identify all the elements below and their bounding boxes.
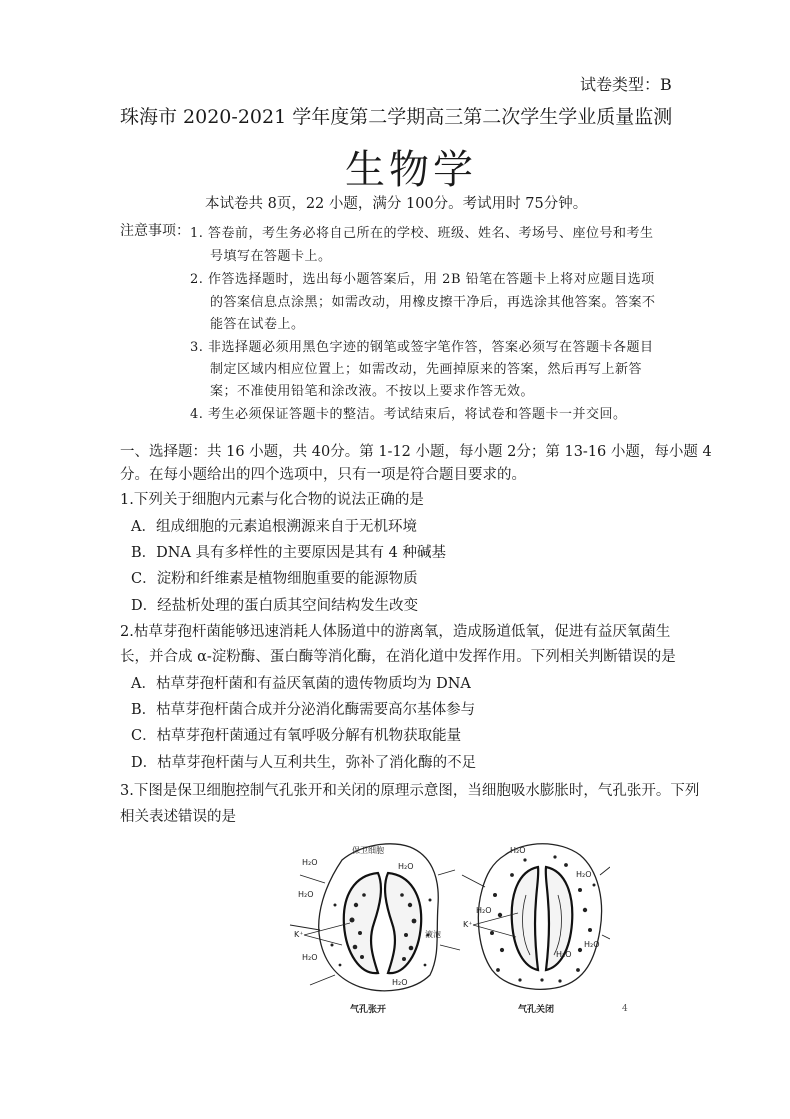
water-label: H₂O (398, 862, 414, 871)
question-1-option-d: D．经盐析处理的蛋白质其空间结构发生改变 (131, 598, 419, 614)
stomata-diagram (280, 835, 610, 1020)
notice-line: 2. 作答选择题时，选出每小题答案后，用 2B 铅笔在答题卡上将对应题目选项 (190, 272, 655, 287)
notice-line: 案；不准使用铅笔和涂改液。不按以上要求作答无效。 (210, 384, 535, 399)
water-label: H₂O (302, 858, 318, 867)
stoma-open-caption: 气孔张开 (350, 1005, 387, 1015)
question-2-option-b: B．枯草芽孢杆菌合成并分泌消化酶需要高尔基体参与 (131, 702, 476, 718)
question-1-stem: 1.下列关于细胞内元素与化合物的说法正确的是 (120, 492, 424, 508)
guard-cell-label: 保卫细胞 (352, 846, 384, 855)
notice-line: 号填写在答题卡上。 (210, 249, 332, 264)
water-label: H₂O (576, 870, 592, 879)
water-label: H₂O (392, 978, 408, 987)
water-label: H₂O (476, 906, 492, 915)
paper-type: 试卷类型：B (580, 75, 672, 94)
question-1-option-a: A．组成细胞的元素追根溯源来自于无机环境 (131, 519, 417, 535)
potassium-label: K⁺ (294, 930, 304, 939)
question-3-stem: 相关表述错误的是 (120, 809, 236, 825)
notice-label: 注意事项： (120, 223, 190, 239)
water-label: H₂O (302, 953, 318, 962)
exam-header: 珠海市 2020-2021 学年度第二学期高三第二次学生学业质量监测 (120, 106, 673, 128)
section-instructions: 分。在每小题给出的四个选项中，只有一项是符合题目要求的。 (120, 467, 526, 483)
stoma-closed-figure (462, 844, 610, 1015)
vacuole-label: 液泡 (425, 930, 441, 939)
question-2-option-c: C．枯草芽孢杆菌通过有氧呼吸分解有机物获取能量 (131, 728, 462, 744)
question-1-option-c: C．淀粉和纤维素是植物细胞重要的能源物质 (131, 571, 418, 587)
question-2-option-d: D．枯草芽孢杆菌与人互利共生，弥补了消化酶的不足 (131, 755, 477, 771)
section-instructions: 一、选择题：共 16 小题，共 40分。第 1-12 小题，每小题 2分；第 13-16 小题，每小题 4 (120, 444, 712, 460)
potassium-label: K⁺ (463, 920, 473, 929)
question-2-stem: 长，并合成 α-淀粉酶、蛋白酶等消化酶，在消化道中发挥作用。下列相关判断错误的是 (120, 649, 676, 665)
notice-line: 1. 答卷前，考生务必将自己所在的学校、班级、姓名、考场号、座位号和考生 (190, 226, 654, 241)
subject-title: 生物学 (345, 147, 477, 193)
water-label: H₂O (584, 940, 600, 949)
question-2-stem: 2.枯草芽孢杆菌能够迅速消耗人体肠道中的游离氧，造成肠道低氧，促进有益厌氧菌生 (120, 624, 671, 640)
page-mark: 4 (622, 1004, 628, 1014)
notice-line: 制定区域内相应位置上；如需改动，先画掉原来的答案，然后再写上新答 (210, 362, 643, 377)
stoma-open-figure (290, 844, 460, 1015)
question-1-option-b: B．DNA 具有多样性的主要原因是其有 4 种碱基 (131, 545, 446, 561)
notice-line: 能答在试卷上。 (210, 317, 305, 332)
notice-line: 3. 非选择题必须用黑色字迹的钢笔或签字笔作答，答案必须写在答题卡各题目 (190, 340, 654, 355)
water-label: H₂O (556, 950, 572, 959)
question-3-stem: 3.下图是保卫细胞控制气孔张开和关闭的原理示意图，当细胞吸水膨胀时，气孔张开。下列 (120, 783, 700, 799)
water-label: H₂O (510, 846, 526, 855)
stoma-closed-caption: 气孔关闭 (518, 1005, 555, 1015)
water-label: H₂O (298, 890, 314, 899)
notice-line: 的答案信息点涂黑；如需改动，用橡皮擦干净后，再选涂其他答案。答案不 (210, 295, 656, 310)
question-2-option-a: A．枯草芽孢杆菌和有益厌氧菌的遗传物质均为 DNA (131, 676, 471, 692)
notice-line: 4. 考生必须保证答题卡的整洁。考试结束后，将试卷和答题卡一并交回。 (190, 407, 627, 422)
exam-info: 本试卷共 8页，22 小题，满分 100分。考试用时 75分钟。 (205, 196, 588, 212)
